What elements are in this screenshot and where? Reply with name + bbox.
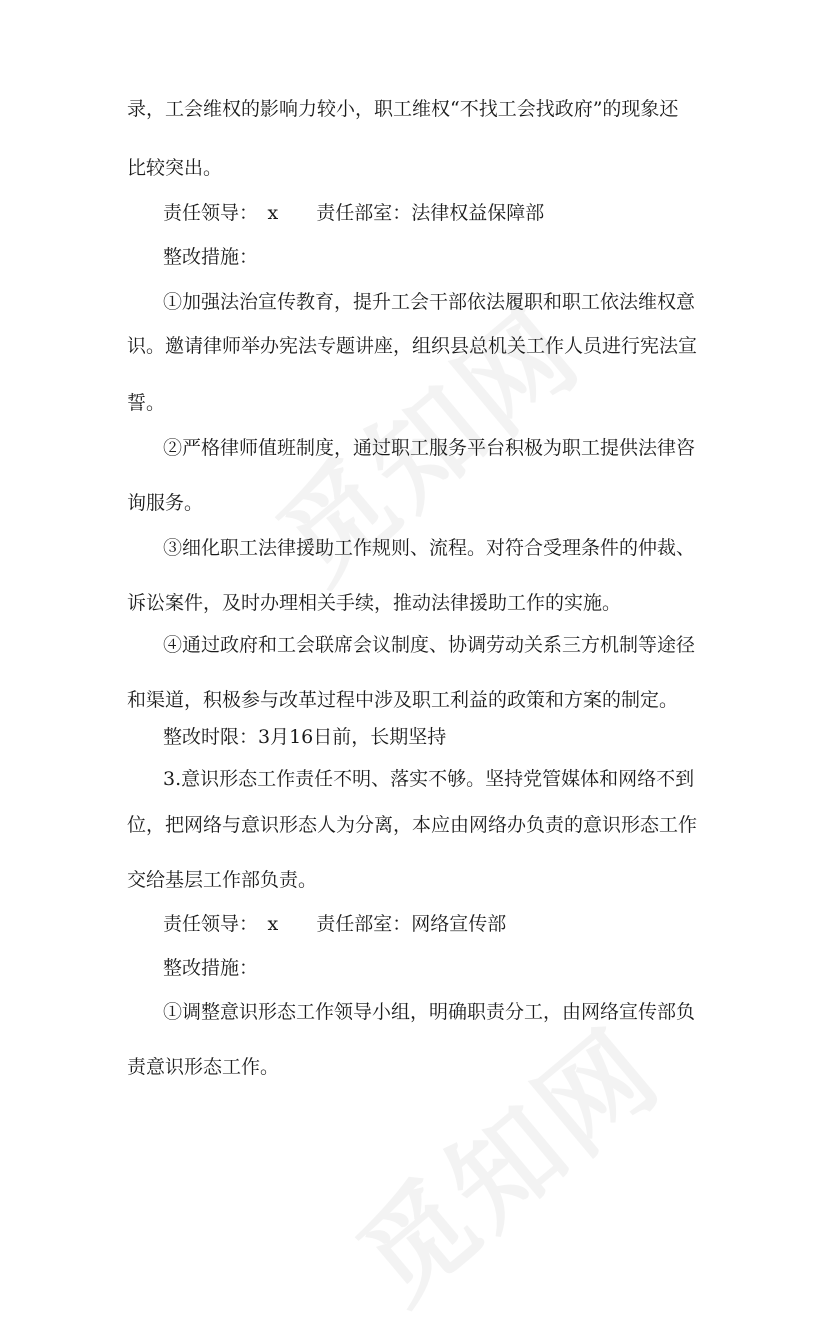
body-line: 交给基层工作部负责。 — [127, 869, 318, 891]
body-line: ②严格律师值班制度，通过职工服务平台积极为职工提供法律咨 — [163, 437, 696, 459]
responsibility-line: 责任领导： x 责任部室：法律权益保障部 — [163, 202, 545, 224]
body-line: 诉讼案件，及时办理相关手续，推动法律援助工作的实施。 — [127, 592, 622, 614]
body-line: ③细化职工法律援助工作规则、流程。对符合受理条件的仲裁、 — [163, 537, 696, 559]
body-line: 和渠道，积极参与改革过程中涉及职工利益的政策和方案的制定。 — [127, 689, 679, 711]
body-line: ①调整意识形态工作领导小组，明确职责分工，由网络宣传部负 — [163, 1001, 696, 1023]
section-heading: 整改措施： — [163, 246, 259, 268]
body-line: 3.意识形态工作责任不明、落实不够。坚持党管媒体和网络不到 — [163, 768, 695, 790]
body-line: 比较突出。 — [127, 157, 223, 179]
responsibility-line: 责任领导： x 责任部室：网络宣传部 — [163, 913, 507, 935]
body-line: ①加强法治宣传教育，提升工会干部依法履职和职工依法维权意 — [163, 291, 696, 313]
watermark — [320, 987, 688, 1331]
body-line: 识。邀请律师举办宪法专题讲座，组织县总机关工作人员进行宪法宣 — [127, 335, 698, 357]
body-line: 录，工会维权的影响力较小，职工维权“不找工会找政府”的现象还 — [127, 98, 679, 120]
body-line: 位，把网络与意识形态人为分离，本应由网络办负责的意识形态工作 — [127, 814, 698, 836]
body-line: 询服务。 — [127, 492, 204, 514]
body-line: 誓。 — [127, 392, 166, 414]
body-line: 责意识形态工作。 — [127, 1056, 280, 1078]
body-line: ④通过政府和工会联席会议制度、协调劳动关系三方机制等途径 — [163, 634, 696, 656]
section-heading: 整改措施： — [163, 957, 259, 979]
deadline-line: 整改时限：3月16日前，长期坚持 — [163, 726, 447, 748]
